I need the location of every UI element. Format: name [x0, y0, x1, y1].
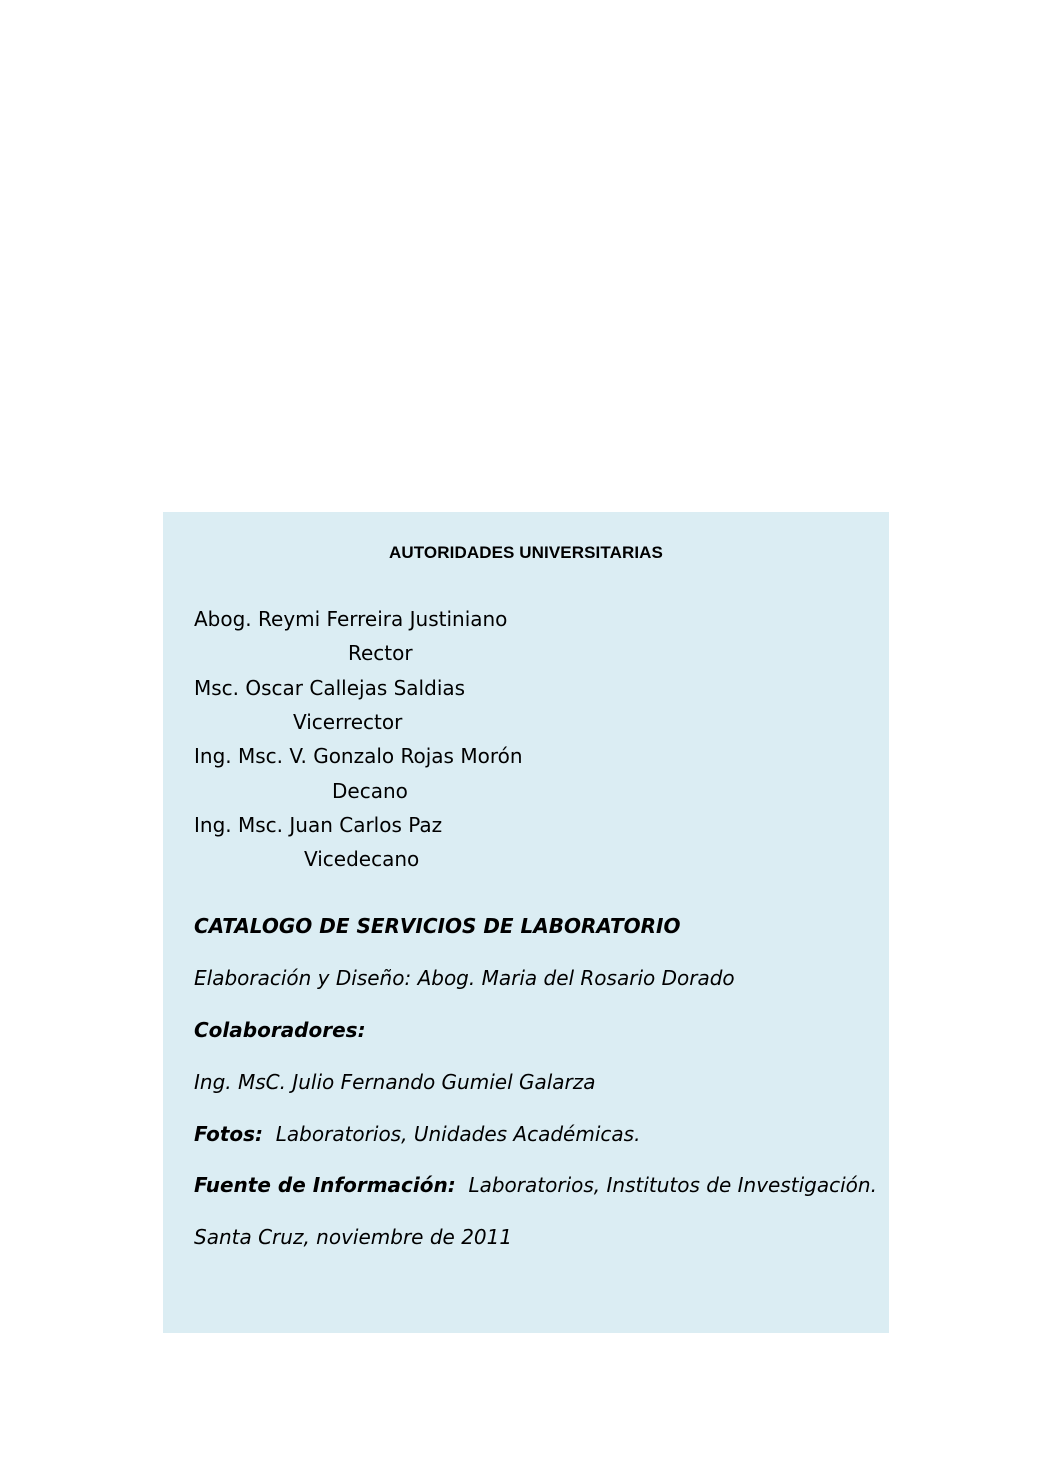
- authority-role-decano: Decano: [332, 779, 408, 803]
- authorities-heading: AUTORIDADES UNIVERSITARIAS: [389, 543, 663, 562]
- source-label: Fuente de Información:: [194, 1173, 456, 1197]
- authority-role-vicedecano: Vicedecano: [304, 847, 420, 871]
- credits-panel: [163, 512, 889, 1333]
- source-value: Laboratorios, Institutos de Investigación.: [468, 1173, 877, 1197]
- place-date: Santa Cruz, noviembre de 2011: [194, 1225, 513, 1249]
- photos-line: [194, 1122, 640, 1146]
- photos-value: Laboratorios, Unidades Académicas.: [275, 1122, 641, 1146]
- source-line: [194, 1173, 877, 1197]
- authority-role-rector: Rector: [348, 641, 413, 665]
- catalog-title: CATALOGO DE SERVICIOS DE LABORATORIO: [194, 914, 681, 938]
- authority-name-decano: Ing. Msc. V. Gonzalo Rojas Morón: [194, 744, 523, 768]
- collaborators-label: Colaboradores:: [194, 1018, 366, 1042]
- authority-role-vicerrector: Vicerrector: [293, 710, 403, 734]
- authority-name-vicedecano: Ing. Msc. Juan Carlos Paz: [194, 813, 443, 837]
- design-credit: Elaboración y Diseño: Abog. Maria del Rosario Dorado: [194, 966, 735, 990]
- authority-name-rector: Abog. Reymi Ferreira Justiniano: [194, 607, 508, 631]
- authority-name-vicerrector: Msc. Oscar Callejas Saldias: [194, 676, 466, 700]
- photos-label: Fotos:: [194, 1122, 264, 1146]
- collaborator-name: Ing. MsC. Julio Fernando Gumiel Galarza: [194, 1070, 596, 1094]
